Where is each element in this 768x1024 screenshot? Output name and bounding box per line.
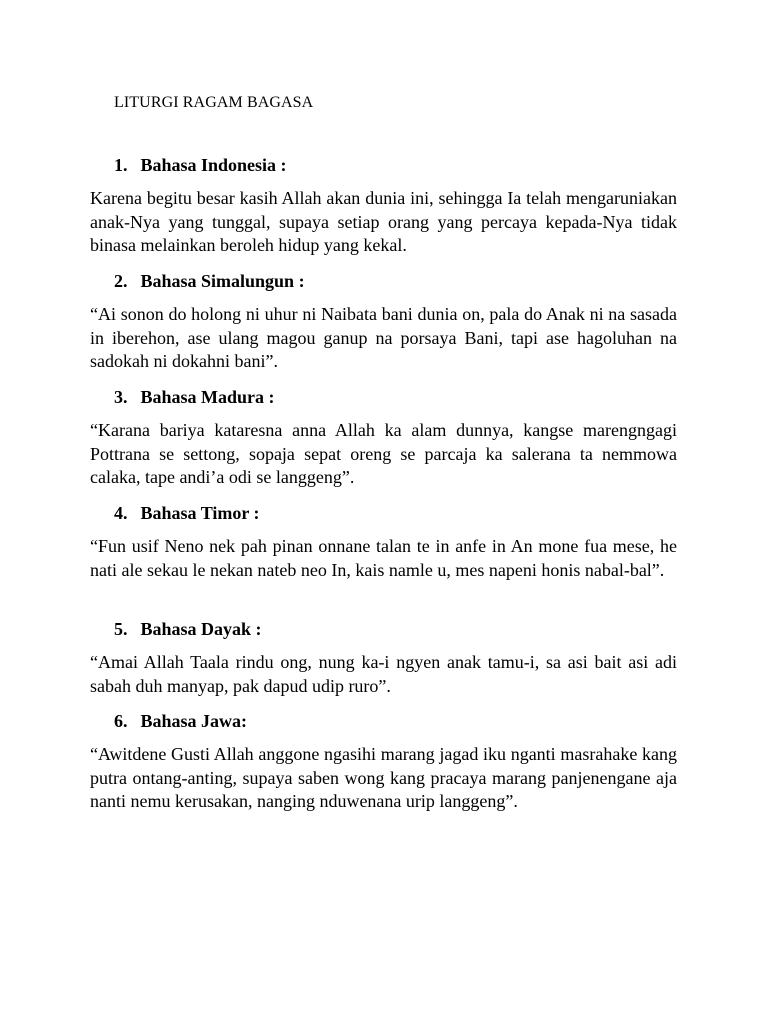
section-number: 1.	[114, 155, 128, 175]
section-number: 5.	[114, 619, 128, 639]
section-number: 6.	[114, 711, 128, 731]
section-jawa	[90, 709, 677, 814]
section-text: “Awitdene Gusti Allah anggone ngasihi marang jagad iku nganti masrahake kang putra ontang-anting, supaya saben wong kang pracaya marang panjenengane aja nanti nemu kerusakan, nanging nduwenana urip langgeng”.	[90, 744, 677, 811]
section-heading	[114, 501, 677, 525]
section-title: Bahasa Jawa:	[140, 711, 248, 731]
section-heading	[114, 153, 677, 177]
section-title: Bahasa Dayak :	[140, 619, 262, 639]
section-heading	[114, 617, 677, 641]
section-timor	[90, 501, 677, 582]
section-heading	[114, 269, 677, 293]
section-text: “Amai Allah Taala rindu ong, nung ka-i ngyen anak tamu-i, sa asi bait asi adi sabah duh manyap, pak dapud udip ruro”.	[90, 652, 677, 696]
section-text: “Ai sonon do holong ni uhur ni Naibata bani dunia on, pala do Anak ni na sasada in iberehon, ase ulang magou ganup na porsaya Bani, tapi ase hagoluhan na sadokah ni dokahni bani”.	[90, 304, 677, 371]
section-text: “Fun usif Neno nek pah pinan onnane talan te in anfe in An mone fua mese, he nati ale sekau le nekan nateb neo In, kais namle u, mes napeni honis nabal-bal”.	[90, 536, 677, 580]
document-title: LITURGI RAGAM BAGASA	[114, 94, 314, 111]
section-text: Karena begitu besar kasih Allah akan dunia ini, sehingga Ia telah mengaruniakan anak-Nya yang tunggal, supaya setiap orang yang percaya kepada-Nya tidak binasa melainkan beroleh hidup yang kekal.	[90, 188, 677, 255]
section-dayak	[90, 617, 677, 698]
section-simalungun	[90, 269, 677, 374]
section-title: Bahasa Simalungun :	[140, 271, 305, 291]
section-number: 2.	[114, 271, 128, 291]
section-title: Bahasa Indonesia :	[140, 155, 287, 175]
section-madura	[90, 385, 677, 490]
section-number: 3.	[114, 387, 128, 407]
section-indonesia	[90, 153, 677, 258]
section-number: 4.	[114, 503, 128, 523]
section-heading	[114, 709, 677, 733]
section-heading	[114, 385, 677, 409]
section-title: Bahasa Madura :	[140, 387, 275, 407]
section-text: “Karana bariya kataresna anna Allah ka alam dunnya, kangse marengngagi Pottrana se settong, sopaja sepat oreng se parcaja ka salerana ta nemmowa calaka, tape andi’a odi se langgeng”.	[90, 420, 677, 487]
section-title: Bahasa Timor :	[140, 503, 260, 523]
